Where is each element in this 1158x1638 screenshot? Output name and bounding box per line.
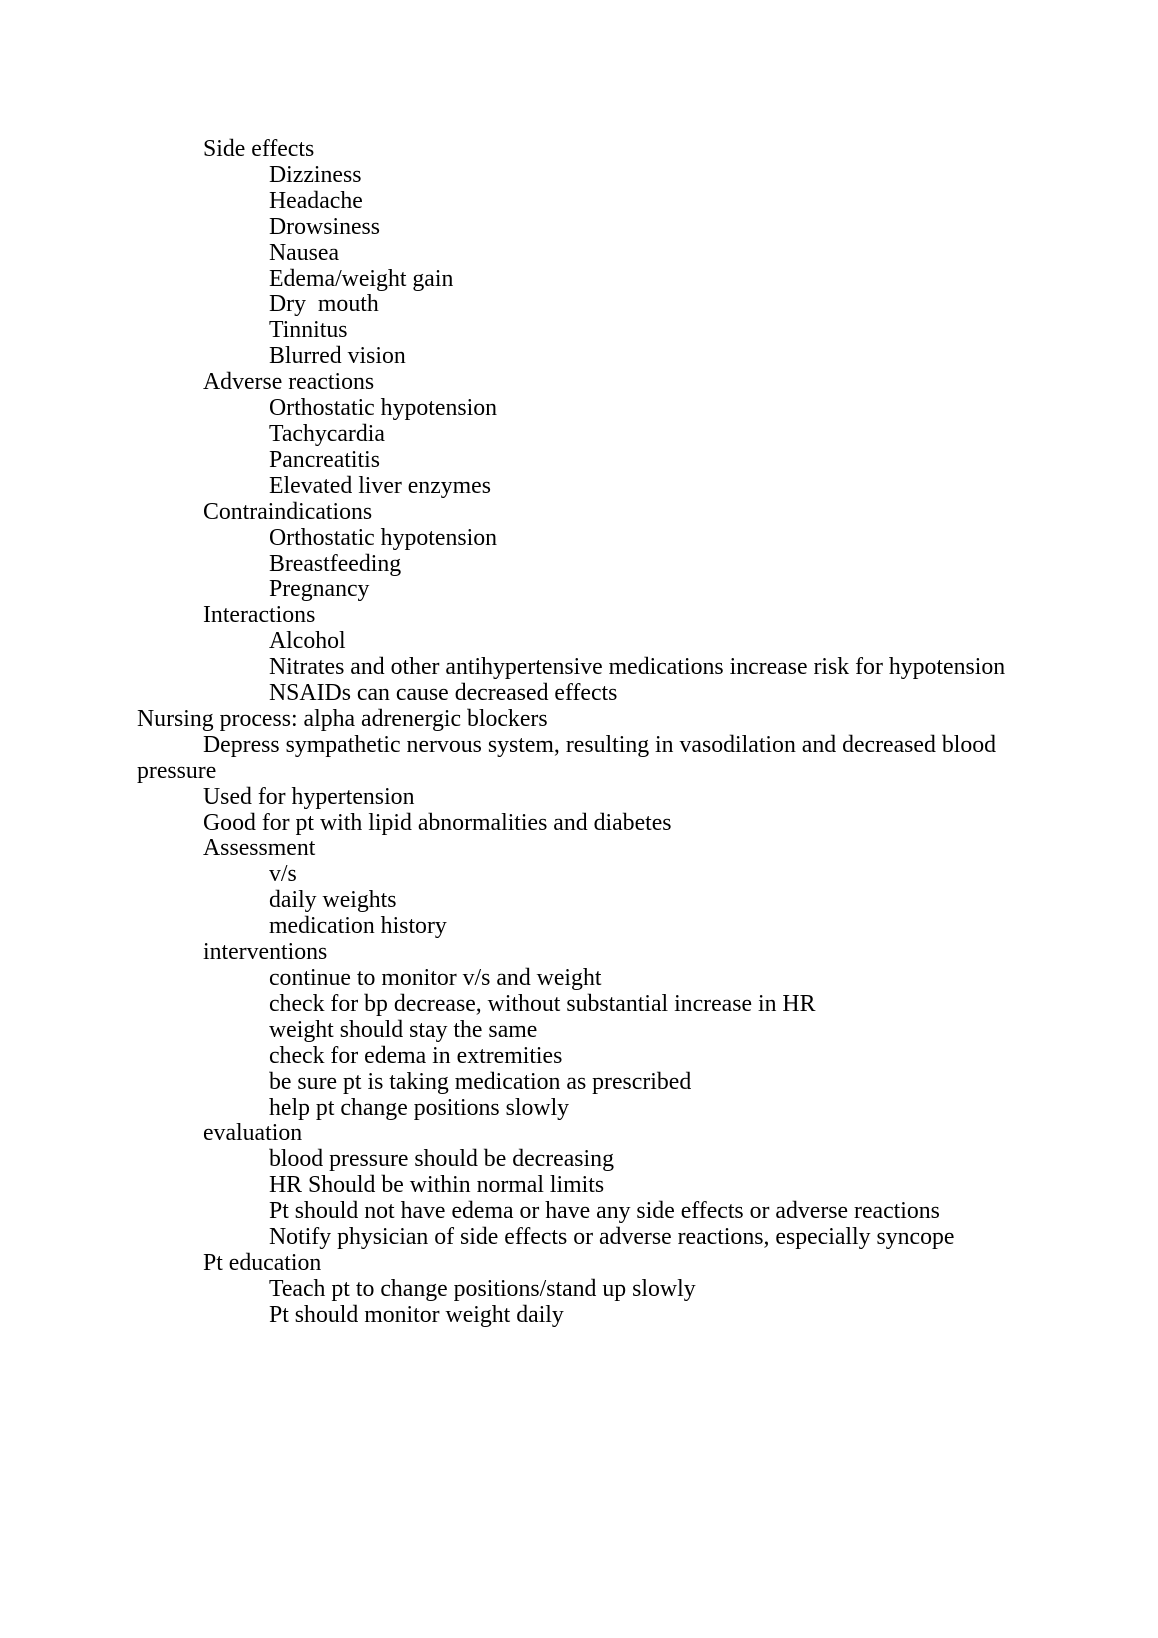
doc-line: Contraindications (203, 498, 373, 525)
doc-line: Pt should monitor weight daily (269, 1301, 564, 1328)
doc-line: v/s (269, 861, 297, 888)
doc-line: Orthostatic hypotension (269, 524, 498, 551)
doc-line: Side effects (203, 136, 315, 162)
doc-line: pressure (137, 757, 217, 784)
doc-line: Pt education (203, 1249, 322, 1276)
doc-line: Breastfeeding (269, 550, 402, 577)
doc-line: HR Should be within normal limits (269, 1172, 605, 1199)
doc-line: weight should stay the same (269, 1016, 538, 1043)
doc-line: help pt change positions slowly (269, 1094, 570, 1121)
doc-line: Pt should not have edema or have any side effects or adverse reactions (269, 1198, 940, 1225)
doc-line: check for edema in extremities (269, 1042, 563, 1069)
doc-line: Tinnitus (269, 317, 348, 344)
doc-line: Interactions (203, 602, 316, 629)
doc-line: Alcohol (269, 628, 346, 655)
doc-line: blood pressure should be decreasing (269, 1146, 614, 1173)
doc-line: Assessment (203, 835, 316, 862)
doc-line: Orthostatic hypotension (269, 395, 498, 422)
doc-line: NSAIDs can cause decreased effects (269, 680, 618, 707)
doc-line: check for bp decrease, without substantial increase in HR (269, 990, 816, 1017)
doc-line: Notify physician of side effects or adverse reactions, especially syncope (269, 1224, 955, 1251)
doc-line: Pregnancy (269, 576, 370, 603)
doc-line: interventions (203, 939, 328, 966)
doc-line: Adverse reactions (203, 369, 375, 396)
doc-line: Depress sympathetic nervous system, resulting in vasodilation and decreased blood (203, 731, 997, 758)
doc-line: daily weights (269, 887, 397, 914)
doc-line: evaluation (203, 1120, 303, 1147)
doc-line: Headache (269, 187, 363, 214)
doc-line: Nitrates and other antihypertensive medications increase risk for hypotension (269, 654, 1006, 681)
doc-line: Teach pt to change positions/stand up slowly (269, 1275, 696, 1302)
document-content (137, 137, 1142, 1329)
doc-line: Nausea (269, 239, 340, 266)
doc-line: Nursing process: alpha adrenergic blockers (137, 705, 548, 732)
doc-line: Blurred vision (269, 343, 406, 370)
doc-line: Dry mouth (269, 291, 379, 318)
doc-line: be sure pt is taking medication as prescribed (269, 1068, 692, 1095)
doc-line: Elevated liver enzymes (269, 472, 492, 499)
doc-line: Good for pt with lipid abnormalities and diabetes (203, 809, 672, 836)
doc-line: Tachycardia (269, 420, 385, 447)
doc-line: continue to monitor v/s and weight (269, 965, 602, 991)
doc-line: Used for hypertension (203, 783, 415, 810)
doc-line: Drowsiness (269, 213, 381, 240)
doc-line: Pancreatitis (269, 446, 381, 473)
doc-line: Dizziness (269, 161, 362, 188)
doc-line: medication history (269, 913, 447, 940)
doc-line: Edema/weight gain (269, 265, 454, 292)
